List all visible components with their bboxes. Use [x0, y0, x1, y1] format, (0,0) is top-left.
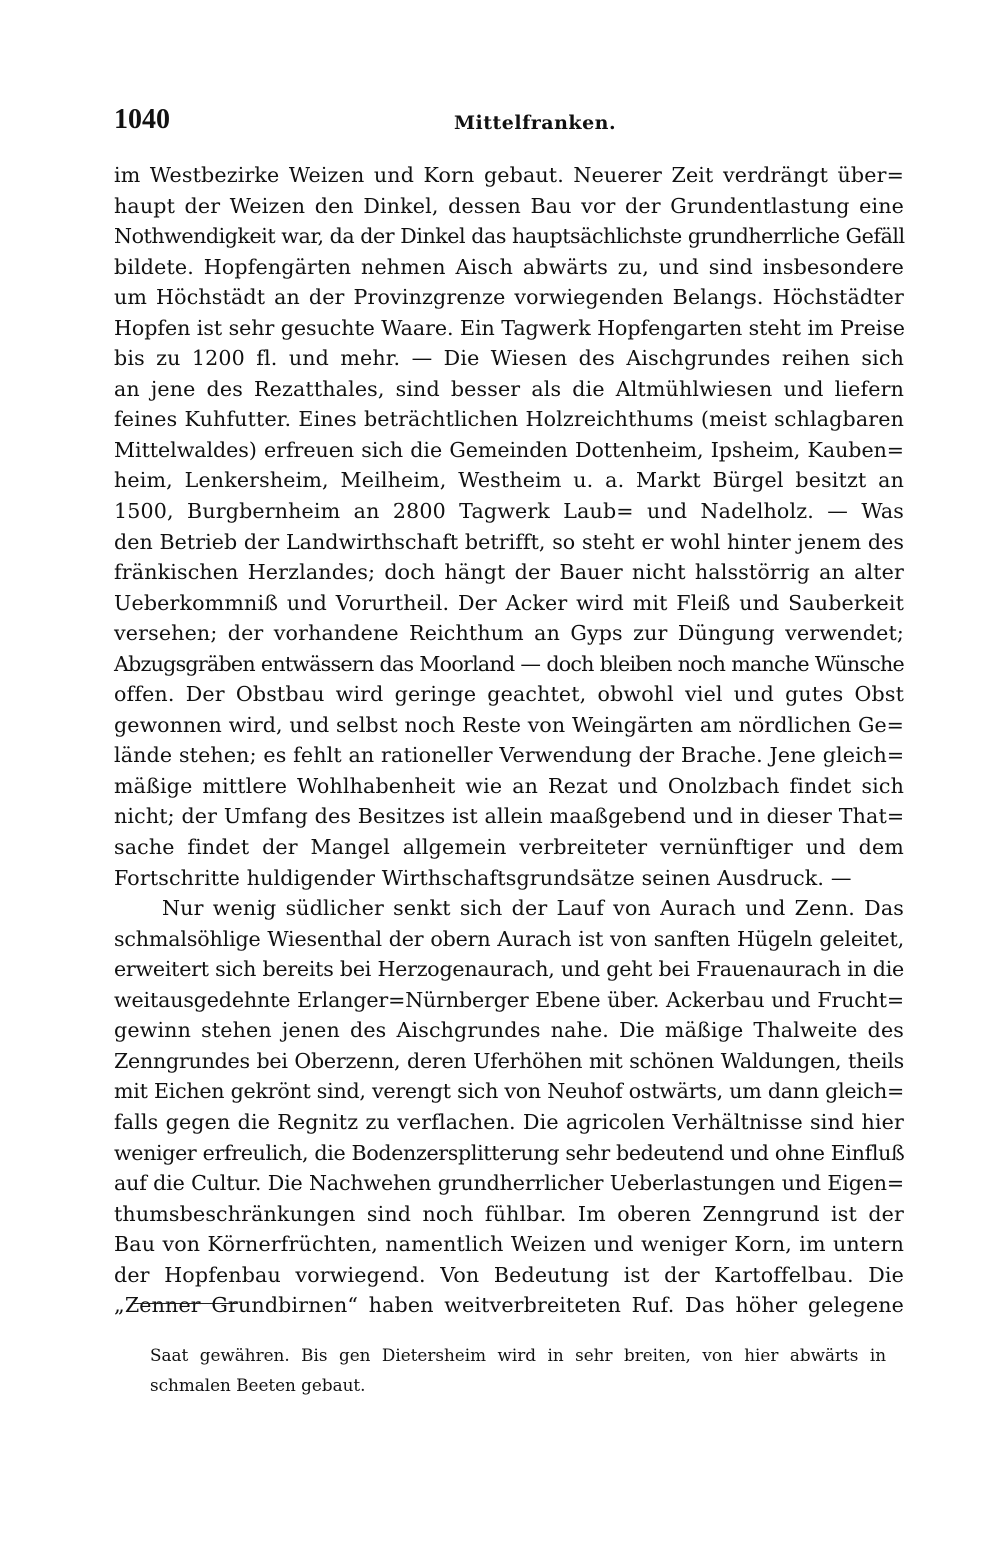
text-line: Ueberkommniß und Vorurtheil. Der Acker wird mit Fleiß und Sauberkeit [114, 590, 904, 615]
text-line: mit Eichen gekrönt sind, verengt sich von Neuhof ostwärts, um dann gleich= [114, 1079, 904, 1104]
text-line: heim, Lenkersheim, Meilheim, Westheim u. a. Markt Bürgel besitzt an [114, 468, 904, 493]
text-line: schmalsöhlige Wiesenthal der obern Aurach ist von sanften Hügeln geleitet, [114, 926, 904, 951]
text-line: mäßige mittlere Wohlhabenheit wie an Rezat und Onolzbach findet sich [114, 773, 904, 798]
running-title: Mittelfranken. [454, 112, 617, 134]
text-line: feines Kuhfutter. Eines beträchtlichen Holzreichthums (meist schlagbaren [114, 407, 904, 432]
footnote-line: Saat gewähren. Bis gen Dietersheim wird in sehr breiten, von hier abwärts in [150, 1345, 886, 1365]
footnote-divider [134, 1303, 238, 1304]
text-line: nicht; der Umfang des Besitzes ist allein maaßgebend und in dieser That= [114, 804, 905, 829]
text-line: falls gegen die Regnitz zu verflachen. Die agricolen Verhältnisse sind hier [114, 1109, 904, 1134]
text-line: im Westbezirke Weizen und Korn gebaut. Neuerer Zeit verdrängt über= [114, 163, 904, 187]
text-line: gewinn stehen jenen des Aischgrundes nahe. Die mäßige Thalweite des [114, 1018, 904, 1043]
text-line: Hopfen ist sehr gesuchte Waare. Ein Tagwerk Hopfengarten steht im Preise [114, 315, 905, 340]
text-line: bildete. Hopfengärten nehmen Aisch abwärts zu, und sind insbesondere [114, 254, 904, 279]
text-line: an jene des Rezatthales, sind besser als die Altmühlwiesen und liefern [114, 376, 904, 401]
text-line: 1500, Burgbernheim an 2800 Tagwerk Laub= und Nadelholz. — Was [114, 499, 904, 524]
text-line: sache findet der Mangel allgemein verbreiteter vernünftiger und dem [114, 835, 904, 860]
text-line: thumsbeschränkungen sind noch fühlbar. Im oberen Zenngrund ist der [114, 1201, 904, 1226]
text-line: weniger erfreulich, die Bodenzersplitterung sehr bedeutend und ohne Einfluß [114, 1140, 905, 1165]
text-line: „Zenner Grundbirnen“ haben weitverbreiteten Ruf. Das höher gelegene [114, 1293, 904, 1318]
body-text [114, 160, 904, 1321]
text-line: Fortschritte huldigender Wirthschaftsgrundsätze seinen Ausdruck. — [114, 865, 852, 890]
page-number: 1040 [114, 104, 170, 135]
text-line: gewonnen wird, und selbst noch Reste von Weingärten am nördlichen Ge= [114, 712, 904, 737]
text-line: auf die Cultur. Die Nachwehen grundherrlicher Ueberlastungen und Eigen= [114, 1171, 904, 1196]
page-header [114, 104, 904, 144]
text-line: weitausgedehnte Erlanger=Nürnberger Ebene über. Ackerbau und Frucht= [114, 987, 904, 1012]
text-line: um Höchstädt an der Provinzgrenze vorwiegenden Belangs. Höchstädter [114, 285, 904, 310]
text-line: lände stehen; es fehlt an rationeller Verwendung der Brache. Jene gleich= [114, 743, 905, 768]
text-line: haupt der Weizen den Dinkel, dessen Bau vor der Grundentlastung eine [114, 193, 904, 218]
text-line: Abzugsgräben entwässern das Moorland — doch bleiben noch manche Wünsche [114, 651, 904, 676]
text-line: erweitert sich bereits bei Herzogenaurach, und geht bei Frauenaurach in die [114, 957, 904, 982]
text-line: den Betrieb der Landwirthschaft betrifft, so steht er wohl hinter jenem des [114, 529, 904, 554]
text-line: fränkischen Herzlandes; doch hängt der Bauer nicht halsstörrig an alter [114, 560, 904, 585]
footnote [150, 1340, 886, 1400]
text-line: bis zu 1200 fl. und mehr. — Die Wiesen des Aischgrundes reihen sich [114, 346, 904, 371]
text-line: Nothwendigkeit war, da der Dinkel das hauptsächlichste grundherrliche Gefäll [114, 224, 905, 249]
text-line: Mittelwaldes) erfreuen sich die Gemeinden Dottenheim, Ipsheim, Kauben= [114, 437, 904, 462]
footnote-line: schmalen Beeten gebaut. [150, 1375, 366, 1395]
text-line: offen. Der Obstbau wird geringe geachtet, obwohl viel und gutes Obst [114, 682, 904, 707]
text-line: Bau von Körnerfrüchten, namentlich Weizen und weniger Korn, im untern [114, 1232, 904, 1257]
text-line: versehen; der vorhandene Reichthum an Gyps zur Düngung verwendet; [114, 621, 904, 646]
text-line: der Hopfenbau vorwiegend. Von Bedeutung ist der Kartoffelbau. Die [114, 1262, 904, 1287]
text-line: Zenngrundes bei Oberzenn, deren Uferhöhen mit schönen Waldungen, theils [114, 1048, 904, 1073]
text-line: Nur wenig südlicher senkt sich der Lauf von Aurach und Zenn. Das [162, 896, 904, 921]
